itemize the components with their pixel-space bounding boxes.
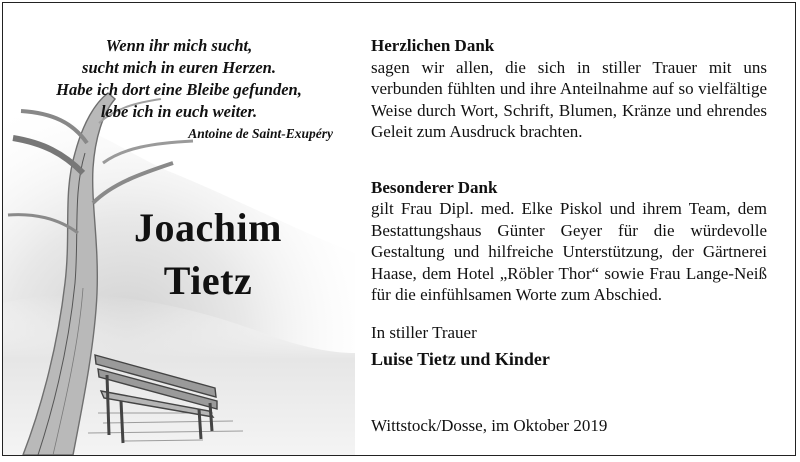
poem <box>23 35 335 123</box>
thanks-paragraph: sagen wir allen, die sich in stiller Trauer mit uns verbunden fühlten und ihre Anteilnahme auf so vielfältige Weise durch Wort, Schrift, Blumen, Kränze und ehrendes Geleit zum Ausdruck brachten. <box>371 57 767 141</box>
closing-phrase: In stiller Trauer <box>371 322 477 342</box>
obituary-card <box>2 2 796 456</box>
poem-line: lebe ich in euch weiter. <box>100 102 258 121</box>
first-name: Joachim <box>134 205 282 250</box>
special-thanks-heading: Besonderer Dank <box>371 177 498 197</box>
family-signature: Luise Tietz und Kinder <box>371 349 550 369</box>
deceased-name <box>83 201 333 307</box>
thanks-block <box>371 35 767 143</box>
thanks-text <box>371 35 767 371</box>
special-thanks-paragraph: gilt Frau Dipl. med. Elke Piskol und ihrem Team, dem Bestattungshaus Günter Geyer für die würdevolle Gestaltung und hilfreiche Unterstützung, der Gärtnerei Haase, dem Hotel „Röbler Thor“ sowie Frau Lange-Neiß für die einfühlsamen Worte zum Abschied. <box>371 199 767 304</box>
special-thanks-block <box>371 177 767 306</box>
poem-line: Habe ich dort eine Bleibe gefunden, <box>56 80 302 99</box>
place-and-date: Wittstock/Dosse, im Oktober 2019 <box>371 416 608 435</box>
memorial-panel <box>3 3 355 455</box>
poem-author: Antoine de Saint-Exupéry <box>188 126 333 141</box>
poem-line: Wenn ihr mich sucht, <box>105 36 253 55</box>
last-name: Tietz <box>163 258 253 303</box>
thanks-heading: Herzlichen Dank <box>371 36 495 55</box>
poem-line: sucht mich in euren Herzen. <box>82 58 276 77</box>
